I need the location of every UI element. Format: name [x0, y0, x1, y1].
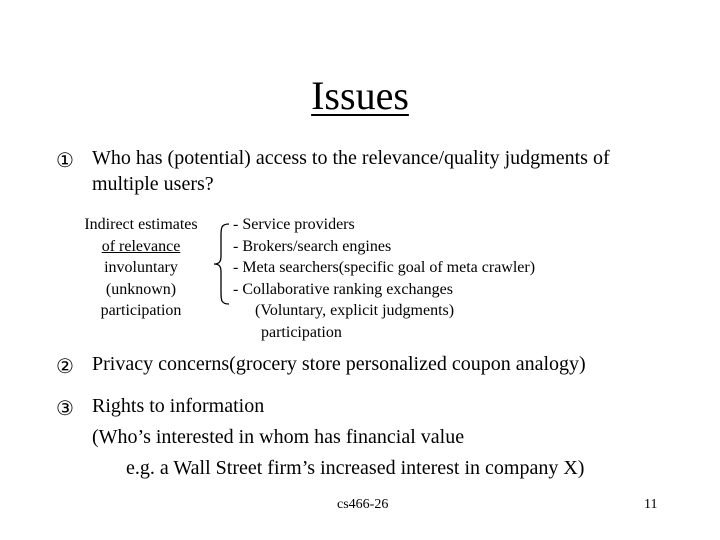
providers-list [233, 214, 535, 343]
indirect-line-4: (unknown) [105, 280, 177, 298]
provider-item: (Voluntary, explicit judgments) [255, 302, 455, 319]
indirect-line-1: Indirect estimates [84, 216, 198, 233]
provider-item: - Brokers/search engines [233, 237, 392, 255]
bullet-2-marker: ② [56, 356, 74, 378]
bullet-1-line-1: Who has (potential) access to the relevance/quality judgments of [92, 147, 610, 169]
bullet-3-marker: ③ [56, 398, 74, 420]
bullet-3-line-3: e.g. a Wall Street firm’s increased interest in company X) [126, 457, 585, 479]
bullet-3-line-2: (Who’s interested in whom has financial value [92, 426, 465, 448]
bullet-3-line-1: Rights to information [92, 395, 265, 417]
page-number: 11 [644, 497, 658, 512]
indirect-line-5: participation [100, 302, 182, 319]
provider-item: - Meta searchers(specific goal of meta crawler) [233, 259, 536, 276]
indirect-estimates-label [60, 214, 222, 322]
indirect-line-3: involuntary [104, 259, 178, 276]
slide-title: Issues [311, 73, 409, 118]
bullet-1-line-2: multiple users? [92, 173, 214, 195]
bullet-1-marker: ① [56, 150, 74, 172]
provider-item: - Collaborative ranking exchanges [233, 280, 453, 298]
provider-item: - Service providers [233, 216, 355, 233]
footer-course-label: cs466-26 [337, 497, 389, 512]
bullet-2-line-1: Privacy concerns(grocery store personalized coupon analogy) [92, 353, 586, 375]
curly-brace-icon [211, 222, 233, 306]
provider-item: participation [261, 323, 342, 341]
indirect-line-2: of relevance [101, 237, 181, 255]
